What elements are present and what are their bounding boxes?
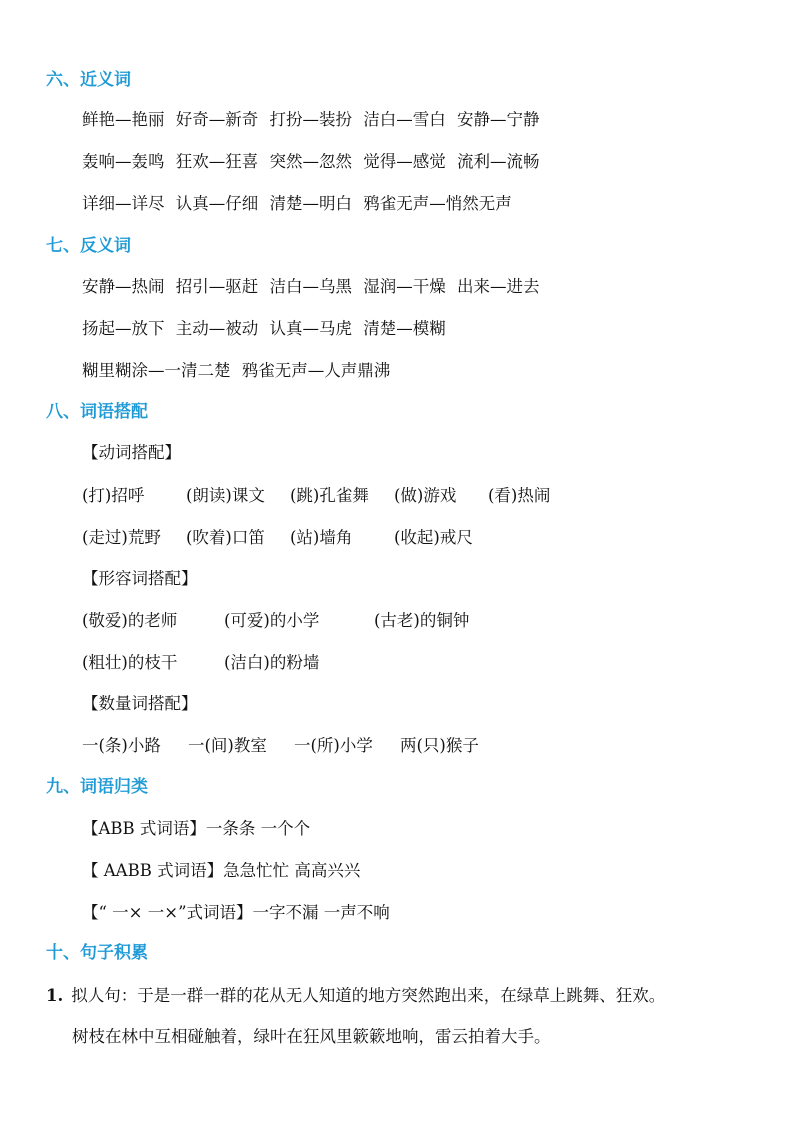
word-pair: 鲜艳—艳丽	[82, 110, 165, 129]
word-pair: 认真—仔细	[175, 194, 259, 213]
verb-collocation-line-1	[82, 484, 550, 508]
section-heading-collocation: 八、词语搭配	[46, 402, 148, 422]
collocation-item: 一(所)小学	[294, 736, 373, 755]
section-heading-synonyms: 六、近义词	[46, 70, 131, 90]
classify-line-yi-x-yi-x: 【“ 一× 一×”式词语】一字不漏 一声不响	[82, 903, 390, 922]
collocation-item: (粗壮)的枝干	[82, 653, 178, 672]
antonym-line-2	[82, 317, 452, 341]
collocation-item: 两(只)猴子	[400, 736, 479, 755]
synonym-line-2	[82, 150, 546, 174]
collocation-item: (可爱)的小学	[224, 611, 320, 630]
classify-line-aabb: 【 AABB 式词语】急急忙忙 高高兴兴	[82, 861, 361, 880]
quant-collocation-line-1	[82, 734, 479, 758]
sentence-item-1	[46, 984, 665, 1008]
word-pair: 糊里糊涂—一清二楚	[82, 361, 231, 380]
section-heading-sentences: 十、句子积累	[46, 943, 148, 963]
word-pair: 详细—详尽	[82, 194, 165, 213]
collocation-item: (看)热闹	[488, 486, 551, 505]
word-pair: 招引—驱赶	[175, 277, 259, 296]
word-pair: 清楚—明白	[269, 194, 352, 213]
word-pair: 觉得—感觉	[363, 152, 446, 171]
collocation-item: (走过)荒野	[82, 528, 161, 547]
item-number: 1.	[46, 986, 64, 1005]
collocation-item: (打)招呼	[82, 486, 145, 505]
word-pair: 好奇—新奇	[175, 110, 259, 129]
synonym-line-1	[82, 108, 546, 132]
word-pair: 鸦雀无声—人声鼎沸	[241, 361, 391, 380]
word-pair: 主动—被动	[175, 319, 259, 338]
collocation-item: (朗读)课文	[186, 486, 265, 505]
word-pair: 轰响—轰鸣	[82, 152, 165, 171]
collocation-item: (古老)的铜钟	[374, 611, 470, 630]
quant-collocation-label: 【数量词搭配】	[82, 694, 198, 713]
word-pair: 认真—马虎	[269, 319, 352, 338]
verb-collocation-line-2	[82, 526, 473, 550]
section-heading-antonyms: 七、反义词	[46, 236, 131, 256]
word-pair: 洁白—雪白	[363, 110, 446, 129]
word-pair: 洁白—乌黑	[269, 277, 352, 296]
antonym-line-3	[82, 359, 396, 383]
collocation-item: (跳)孔雀舞	[290, 486, 369, 505]
sentence-text: 拟人句：于是一群一群的花从无人知道的地方突然跑出来，在绿草上跳舞、狂欢。	[71, 986, 666, 1005]
collocation-item: 一(条)小路	[82, 736, 161, 755]
word-pair: 狂欢—狂喜	[175, 152, 259, 171]
synonym-line-3	[82, 192, 518, 216]
adj-collocation-line-2	[82, 651, 319, 675]
sentence-item-1-continued: 树枝在林中互相碰触着，绿叶在狂风里簌簌地响，雷云拍着大手。	[72, 1027, 551, 1046]
collocation-item: (吹着)口笛	[186, 528, 265, 547]
antonym-line-1	[82, 275, 546, 299]
word-pair: 安静—热闹	[82, 277, 165, 296]
word-pair: 湿润—干燥	[363, 277, 446, 296]
classify-line-abb: 【ABB 式词语】一条条 一个个	[82, 819, 311, 838]
collocation-item: 一(间)教室	[188, 736, 267, 755]
collocation-item: (敬爱)的老师	[82, 611, 178, 630]
word-pair: 清楚—模糊	[363, 319, 446, 338]
word-pair: 出来—进去	[457, 277, 540, 296]
section-heading-classify: 九、词语归类	[46, 777, 148, 797]
adj-collocation-line-1	[82, 609, 469, 633]
word-pair: 鸦雀无声—悄然无声	[363, 194, 512, 213]
word-pair: 打扮—装扮	[269, 110, 352, 129]
collocation-item: (站)墙角	[290, 528, 353, 547]
collocation-item: (收起)戒尺	[394, 528, 473, 547]
verb-collocation-label: 【动词搭配】	[82, 443, 181, 462]
word-pair: 扬起—放下	[82, 319, 165, 338]
collocation-item: (洁白)的粉墙	[224, 653, 320, 672]
word-pair: 突然—忽然	[269, 152, 352, 171]
collocation-item: (做)游戏	[394, 486, 457, 505]
word-pair: 安静—宁静	[457, 110, 540, 129]
word-pair: 流利—流畅	[457, 152, 540, 171]
adj-collocation-label: 【形容词搭配】	[82, 569, 198, 588]
